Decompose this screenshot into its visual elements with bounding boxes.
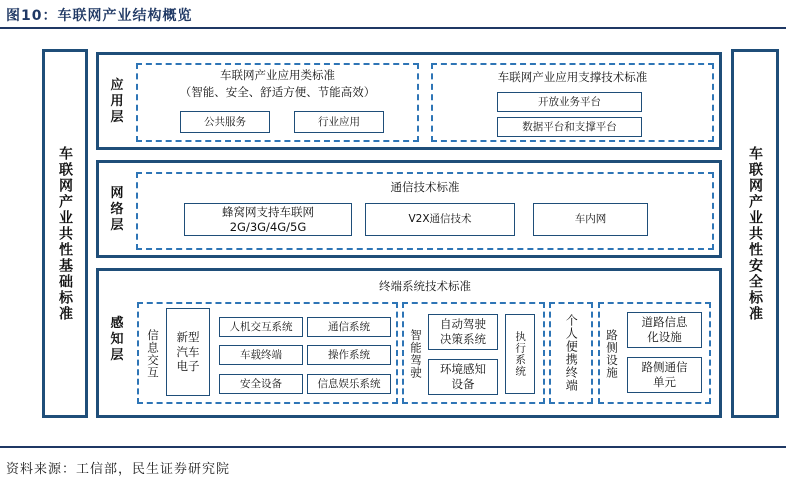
onboard-terminal-box: 车载终端	[219, 345, 303, 365]
smart-driving-label: 智能驾驶	[409, 329, 423, 379]
data-support-platform-box: 数据平台和支撑平台	[497, 117, 642, 137]
roadside-unit-box: 路侧通信 单元	[627, 357, 702, 393]
operating-system-box: 操作系统	[307, 345, 391, 365]
infotainment-system-box: 信息娱乐系统	[307, 374, 391, 394]
environment-sensing-box: 环境感知 设备	[428, 359, 498, 395]
communication-standard-title: 通信技术标准	[390, 180, 460, 194]
common-basic-standard-column: 车联网产业共性基础标准	[42, 49, 88, 418]
application-layer-label: 应 用 层	[110, 77, 124, 126]
perception-layer-label: 感 知 层	[110, 315, 124, 364]
app-standard-title: 车联网产业应用类标准	[220, 68, 335, 82]
source-note: 资料来源：工信部，民生证券研究院	[6, 462, 231, 477]
common-safety-standard-column: 车联网产业共性安全标准	[731, 49, 779, 418]
terminal-standard-title: 终端系统技术标准	[379, 279, 471, 293]
decision-system-box: 自动驾驶 决策系统	[428, 314, 498, 350]
new-auto-electronics-box: 新型 汽车 电子	[166, 308, 210, 396]
network-layer-label: 网 络 层	[110, 185, 124, 234]
road-info-facility-box: 道路信息 化设施	[627, 312, 702, 348]
hmi-system-box: 人机交互系统	[219, 317, 303, 337]
footer-divider	[0, 446, 786, 448]
open-business-platform-box: 开放业务平台	[497, 92, 642, 112]
app-standard-subtitle: （智能、安全、舒适方便、节能高效）	[179, 85, 376, 99]
communication-system-box: 通信系统	[307, 317, 391, 337]
safety-device-box: 安全设备	[219, 374, 303, 394]
v2x-box: V2X通信技术	[365, 203, 515, 236]
personal-terminal-label: 个人便携终端	[564, 314, 579, 392]
execution-system-box: 执行系统	[505, 314, 535, 394]
roadside-label: 路侧设施	[605, 329, 619, 379]
figure-title: 图10：车联网产业结构概览	[6, 8, 193, 24]
title-divider	[0, 27, 786, 29]
in-vehicle-network-box: 车内网	[533, 203, 648, 236]
public-service-box: 公共服务	[180, 111, 270, 133]
industry-application-box: 行业应用	[294, 111, 384, 133]
cellular-network-box: 蜂窝网支持车联网 2G/3G/4G/5G	[184, 203, 352, 236]
app-support-title: 车联网产业应用支撑技术标准	[497, 70, 648, 84]
info-interaction-label: 信息交互	[146, 329, 160, 379]
